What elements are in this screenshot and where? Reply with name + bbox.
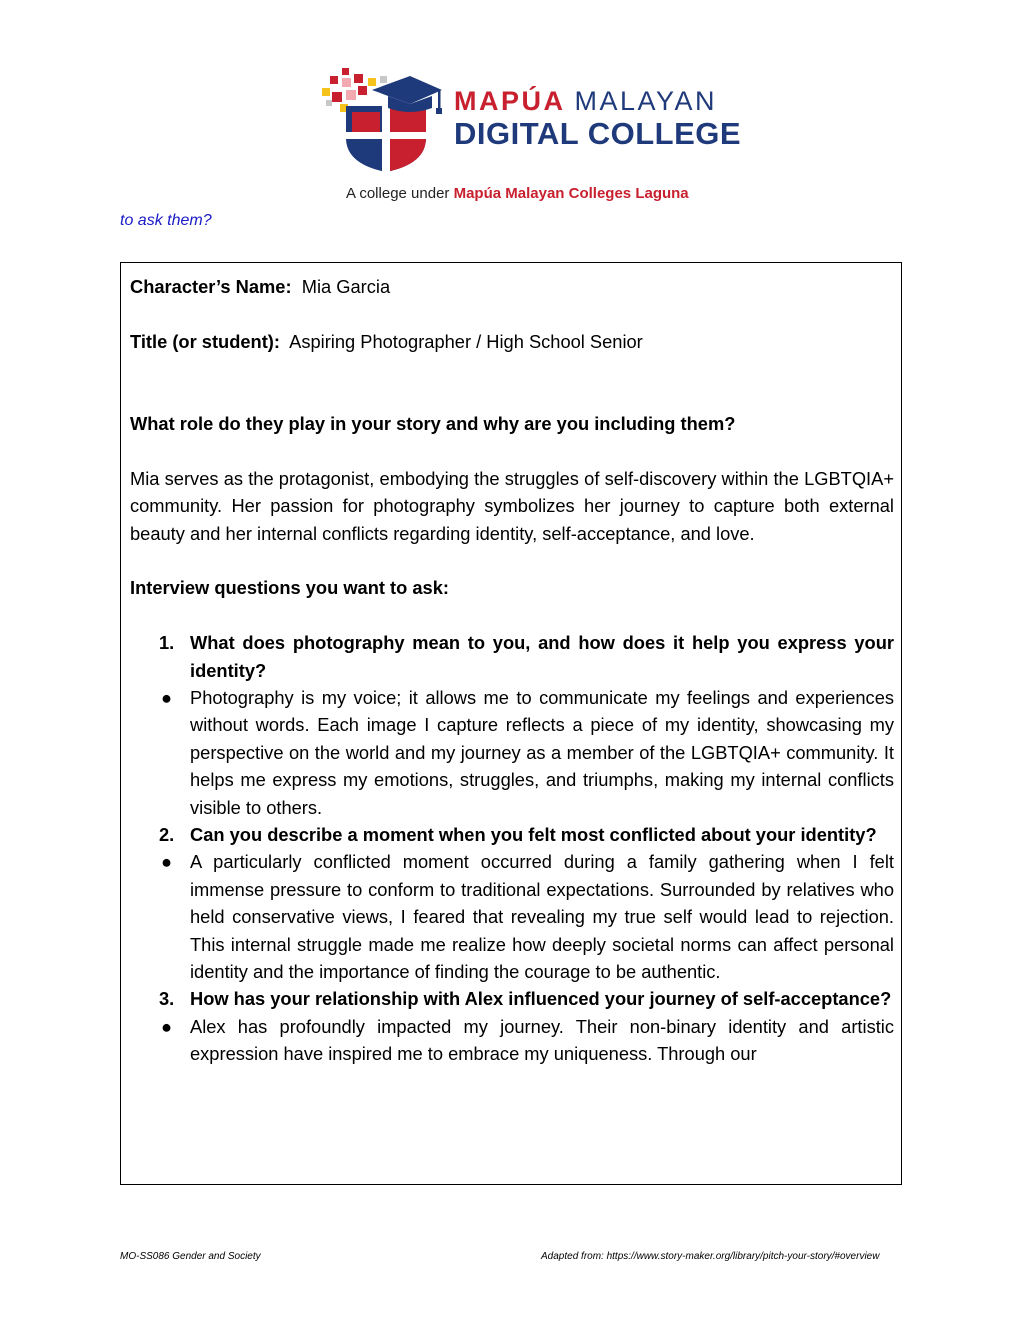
role-heading: What role do they play in your story and why are you including them? bbox=[130, 412, 736, 434]
character-title-row bbox=[130, 328, 894, 355]
role-answer: Mia serves as the protagonist, embodying the struggles of self-discovery within the LGBTQIA+ community. Her passion for photography symbolizes her journey to capture both external beauty and her internal conflicts regarding identity, self-acceptance, and love. bbox=[130, 467, 894, 544]
character-title-label: Title (or student): bbox=[130, 330, 280, 352]
answer-1: ● Photography is my voice; it allows me to communicate my feelings and experiences without words. Each image I capture reflects a piece of my identity, showcasing my perspective on the world and my journey as a member of the LGBTQIA+ community. It helps me express my emotions, struggles, and triumphs, making my internal conflicts visible to others. bbox=[130, 684, 894, 821]
answer-3: ● Alex has profoundly impacted my journey. Their non-binary identity and artistic expression have inspired me to embrace my uniqueness. Through our bbox=[130, 1013, 894, 1068]
college-logo bbox=[318, 66, 742, 206]
footer-course-code: MO-SS086 Gender and Society bbox=[120, 1251, 261, 1262]
character-name-label: Character’s Name: bbox=[130, 276, 292, 297]
character-name-value: Mia Garcia bbox=[301, 276, 391, 297]
questions-heading: Interview questions you want to ask: bbox=[130, 577, 449, 599]
footer-source: Adapted from: https://www.story-maker.org/library/pitch-your-story/#overview bbox=[541, 1251, 880, 1262]
carryover-text: to ask them? bbox=[120, 212, 212, 229]
bullet-icon: ● bbox=[161, 1015, 173, 1037]
brand-name-line2: DIGITAL COLLEGE bbox=[454, 116, 742, 151]
college-tagline: A college under Mapúa Malayan Colleges Laguna bbox=[346, 185, 689, 202]
answer-2: ● A particularly conflicted moment occurred during a family gathering when I felt immense pressure to conform to traditional expectations. Surrounded by relatives who held conservative views, I feared that revealing my true self would lead to rejection. This internal struggle made me realize how deeply societal norms can affect personal identity and the importance of finding the courage to be authentic. bbox=[130, 848, 894, 985]
character-profile-box bbox=[120, 262, 902, 1185]
shield-crest-icon bbox=[318, 66, 448, 176]
profile-content bbox=[130, 273, 894, 1068]
question-1: 1. What does photography mean to you, and how does it help you express your identity? bbox=[159, 632, 894, 681]
character-title-value: Aspiring Photographer / High School Senior bbox=[289, 330, 643, 352]
page-header bbox=[0, 0, 1024, 210]
question-3: 3. How has your relationship with Alex influenced your journey of self-acceptance? bbox=[159, 988, 892, 1010]
question-2: 2. Can you describe a moment when you felt most conflicted about your identity? bbox=[159, 824, 877, 846]
bullet-icon: ● bbox=[161, 851, 173, 873]
bullet-icon: ● bbox=[161, 687, 173, 708]
character-name-row bbox=[130, 273, 894, 300]
brand-name-line1: MAPÚA MALAYAN bbox=[454, 86, 718, 116]
